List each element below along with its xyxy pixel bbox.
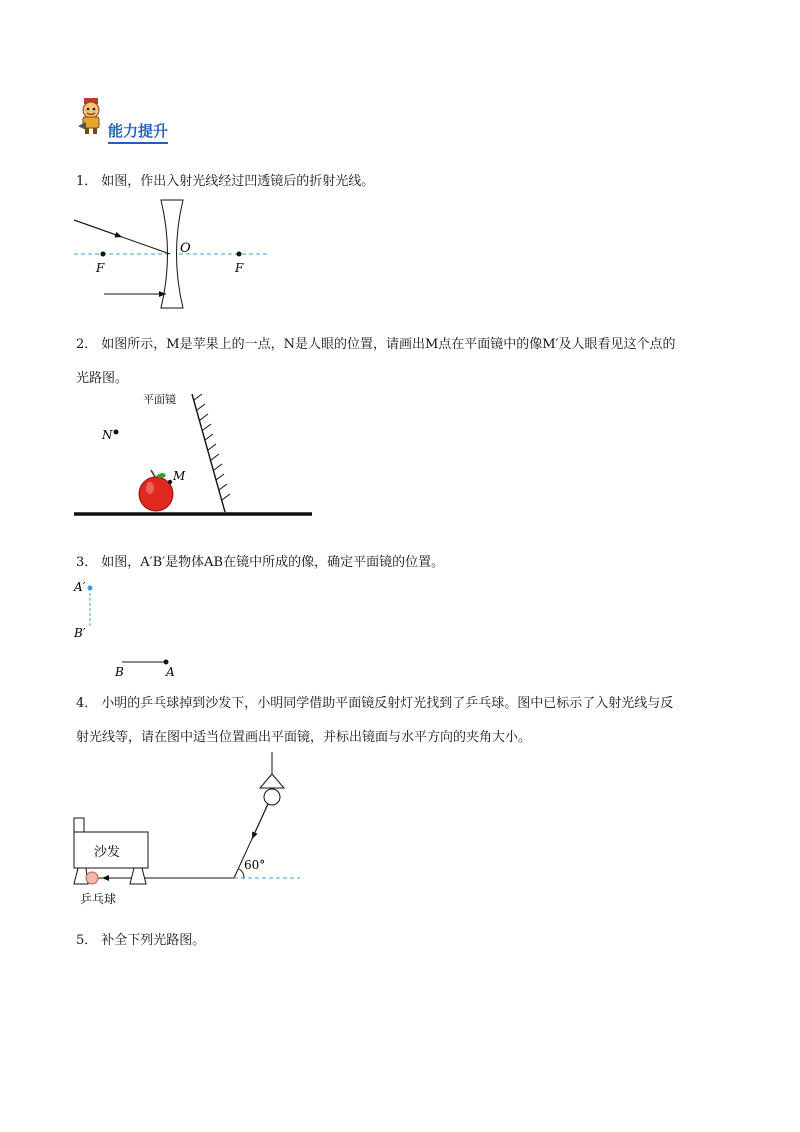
point-m	[168, 480, 172, 484]
center-label: O	[180, 241, 191, 256]
b-label: B	[115, 665, 124, 679]
ball-label: 乒乓球	[80, 892, 117, 906]
ping-pong-ball	[86, 872, 98, 884]
section-header	[76, 96, 216, 140]
section-title: 能力提升	[108, 120, 168, 144]
question-3-text: 3． 如图，A′B′是物体AB在镜中所成的像，确定平面镜的位置。	[76, 555, 445, 570]
point-n	[114, 430, 119, 435]
question-5-text: 5． 补全下列光路图。	[76, 933, 206, 948]
angle-label: 60°	[244, 858, 266, 872]
incident-ray-arrow	[252, 804, 268, 839]
lamp	[260, 752, 284, 805]
left-focus-label: F	[96, 261, 105, 275]
point-a	[164, 660, 169, 665]
sofa-lamp-figure	[68, 752, 308, 910]
a-label: A	[166, 665, 175, 679]
apple	[139, 470, 173, 511]
pencil-mascot-icon	[76, 96, 106, 136]
a-prime-label: A′	[74, 580, 86, 594]
b-prime-label: B′	[74, 626, 86, 640]
image-ab-figure	[68, 578, 198, 682]
point-n-label: N	[102, 428, 113, 442]
sofa-label: 沙发	[94, 845, 121, 860]
right-focus-point	[237, 252, 242, 257]
question-4-text: 4． 小明的乒乓球掉到沙发下，小明同学借助平面镜反射灯光找到了乒乓球。图中已标示了入射光线与反 射光线等，请在图中适当位置画出平面镜，并标出镜面与水平方向的夹角大小。	[76, 696, 674, 745]
concave-lens-figure	[60, 196, 290, 312]
point-a-prime	[88, 586, 93, 591]
mirror-label: 平面镜	[143, 393, 176, 406]
mirror-hatching	[194, 394, 230, 500]
point-m-label: M	[173, 469, 186, 483]
question-1-text: 1． 如图，作出入射光线经过凹透镜后的折射光线。	[76, 174, 375, 189]
right-focus-label: F	[235, 261, 244, 275]
left-focus-point	[101, 252, 106, 257]
question-2-text: 2． 如图所示，M是苹果上的一点，N是人眼的位置，请画出M点在平面镜中的像M′及人眼看见这个点的 光路图。	[76, 337, 676, 386]
plane-mirror	[192, 394, 225, 512]
incident-ray-arrow	[74, 220, 122, 237]
plane-mirror-apple-figure	[70, 388, 320, 520]
